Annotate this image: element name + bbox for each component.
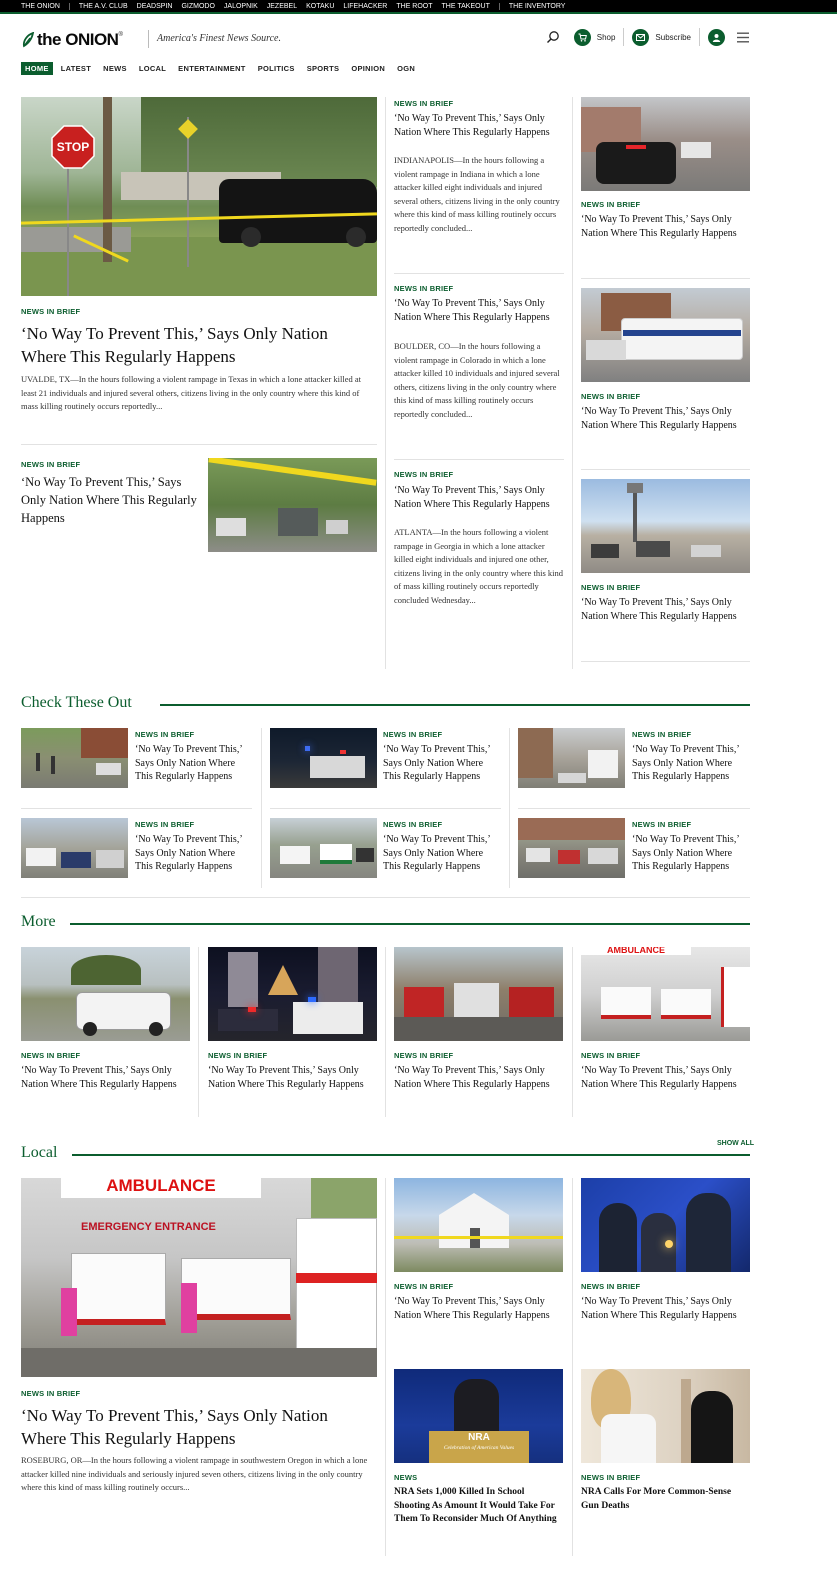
divider xyxy=(499,3,500,10)
divider xyxy=(699,28,700,46)
emergency-entrance-text: EMERGENCY ENTRANCE xyxy=(81,1221,216,1233)
divider xyxy=(21,897,750,898)
story-headline[interactable]: ‘No Way To Prevent This,’ Says Only Nation Where This Regularly Happens xyxy=(581,597,737,622)
story-summary: ATLANTA—In the hours following a violent rampage in Georgia in which a lone attacker killed eight individuals and injured one other, citizens living in the only country where this kind of mass killing routinely occurs reportedly concluded Wednesday... xyxy=(394,527,564,605)
header-actions xyxy=(546,28,749,46)
show-all-link[interactable]: SHOW ALL xyxy=(713,1140,754,1147)
local-hero-summary: ROSEBURG, OR—In the hours following a violent rampage in southwestern Oregon in which a lone attacker killed nine individuals and seriously injured seven others, citizens living in the only country where this kind of mass killing routinely occurs... xyxy=(21,1455,368,1492)
column-divider xyxy=(572,1178,573,1556)
column-divider xyxy=(572,97,573,669)
network-link[interactable]: THE TAKEOUT xyxy=(441,2,490,10)
hero-image[interactable] xyxy=(21,97,377,296)
shop-button[interactable] xyxy=(574,29,616,46)
nav-item-opinion[interactable]: OPINION xyxy=(351,64,386,73)
story-image[interactable] xyxy=(518,728,625,788)
story-headline[interactable]: ‘No Way To Prevent This,’ Says Only Nation Where This Regularly Happens xyxy=(394,113,550,138)
network-link[interactable]: THE INVENTORY xyxy=(508,2,566,10)
network-link[interactable]: THE ROOT xyxy=(396,2,433,10)
column-divider xyxy=(385,947,386,1117)
story-kicker[interactable]: NEWS IN BRIEF xyxy=(208,1051,268,1060)
nav-item-entertainment[interactable]: ENTERTAINMENT xyxy=(178,64,246,73)
story-headline[interactable]: ‘No Way To Prevent This,’ Says Only Nation Where This Regularly Happens xyxy=(21,1065,177,1090)
nav-item-home[interactable]: HOME xyxy=(21,62,53,75)
shop-label: Shop xyxy=(596,32,616,42)
site-logo[interactable] xyxy=(21,30,123,50)
section-title-local[interactable]: Local xyxy=(21,1144,65,1162)
story-image[interactable] xyxy=(581,288,750,382)
story-headline[interactable]: ‘No Way To Prevent This,’ Says Only Nation Where This Regularly Happens xyxy=(135,744,242,782)
column-divider xyxy=(261,728,262,888)
network-link[interactable]: LIFEHACKER xyxy=(343,2,388,10)
story-image[interactable] xyxy=(518,818,625,878)
ambulance-sign-text: AMBULANCE xyxy=(106,1178,216,1195)
story-summary: BOULDER, CO—In the hours following a violent rampage in Colorado in which a lone attacker killed 10 individuals and injured several others, citizens living in the only country where this kind of mass killing routinely occurs reportedly concluded... xyxy=(394,341,560,419)
nav-item-sports[interactable]: SPORTS xyxy=(306,64,340,73)
divider xyxy=(581,661,750,662)
nav-item-local[interactable]: LOCAL xyxy=(138,64,167,73)
story-kicker[interactable]: NEWS IN BRIEF xyxy=(581,392,641,401)
story-headline[interactable]: ‘No Way To Prevent This,’ Says Only Nation Where This Regularly Happens xyxy=(581,406,737,431)
story-kicker[interactable]: NEWS IN BRIEF xyxy=(632,820,692,829)
story-image[interactable] xyxy=(21,947,190,1041)
nav-item-news[interactable]: NEWS xyxy=(103,64,127,73)
column-divider xyxy=(385,97,386,669)
stop-sign-text: STOP xyxy=(56,140,90,154)
logo-wordmark: the ONION xyxy=(37,30,119,49)
story-kicker[interactable]: NEWS IN BRIEF xyxy=(21,1051,81,1060)
nav-item-politics[interactable]: POLITICS xyxy=(257,64,295,73)
story-kicker[interactable]: NEWS IN BRIEF xyxy=(383,820,443,829)
story-image[interactable] xyxy=(581,947,750,1041)
story-headline[interactable]: ‘No Way To Prevent This,’ Says Only Nation Where This Regularly Happens xyxy=(581,1296,737,1321)
hero-summary: UVALDE, TX—In the hours following a violent rampage in Texas in which a lone attacker killed at least 21 individuals and injured several others, citizens living in the only country where this kind of mass killing routinely occurs reportedly... xyxy=(21,374,362,411)
nra-logo-text: NRA xyxy=(468,1432,490,1443)
story-headline[interactable]: ‘No Way To Prevent This,’ Says Only Nation Where This Regularly Happens xyxy=(394,1065,550,1090)
story-image[interactable] xyxy=(581,97,750,191)
story-kicker[interactable]: NEWS IN BRIEF xyxy=(394,1051,454,1060)
story-kicker[interactable]: NEWS IN BRIEF xyxy=(394,470,454,479)
story-headline[interactable]: ‘No Way To Prevent This,’ Says Only Nation Where This Regularly Happens xyxy=(394,1296,550,1321)
divider xyxy=(518,808,750,809)
story-summary: INDIANAPOLIS—In the hours following a violent rampage in Indiana in which a lone attacker killed eight individuals and injured several others, citizens living in the only country where this kind of mass killing routinely occurs reportedly concluded... xyxy=(394,155,560,233)
story-kicker[interactable]: NEWS IN BRIEF xyxy=(581,1473,641,1482)
network-link[interactable]: THE ONION xyxy=(21,2,60,10)
ambulance-sign-text: AMBULANCE xyxy=(581,947,691,955)
story-kicker[interactable]: NEWS IN BRIEF xyxy=(581,1051,641,1060)
story-image[interactable] xyxy=(270,728,377,788)
story-kicker[interactable]: NEWS IN BRIEF xyxy=(581,583,641,592)
story-image[interactable] xyxy=(21,728,128,788)
nav-item-latest[interactable]: LATEST xyxy=(60,64,92,73)
section-rule xyxy=(70,923,750,925)
network-link[interactable]: JALOPNIK xyxy=(223,2,258,10)
local-hero-image[interactable] xyxy=(21,1178,377,1377)
story-kicker[interactable]: NEWS IN BRIEF xyxy=(383,730,443,739)
story-headline[interactable]: ‘No Way To Prevent This,’ Says Only Nation Where This Regularly Happens xyxy=(383,834,490,872)
network-bar xyxy=(0,0,837,12)
story-headline[interactable]: ‘No Way To Prevent This,’ Says Only Nation Where This Regularly Happens xyxy=(581,1065,737,1090)
site-tagline: America's Finest News Source. xyxy=(148,30,281,48)
story-headline[interactable]: ‘No Way To Prevent This,’ Says Only Nation Where This Regularly Happens xyxy=(632,744,739,782)
section-title-check-these-out[interactable]: Check These Out xyxy=(21,694,140,712)
subscribe-label: Subscribe xyxy=(655,32,691,42)
story-image[interactable] xyxy=(208,458,377,552)
divider xyxy=(623,28,624,46)
search-icon[interactable] xyxy=(546,30,560,44)
story-kicker[interactable]: NEWS IN BRIEF xyxy=(135,730,195,739)
story-kicker[interactable]: NEWS IN BRIEF xyxy=(21,1389,81,1398)
story-image[interactable] xyxy=(208,947,377,1041)
story-kicker[interactable]: NEWS IN BRIEF xyxy=(581,1282,641,1291)
story-headline[interactable]: ‘No Way To Prevent This,’ Says Only Nation Where This Regularly Happens xyxy=(581,214,737,239)
column-divider xyxy=(198,947,199,1117)
story-image[interactable] xyxy=(394,1178,563,1272)
story-image[interactable] xyxy=(394,947,563,1041)
story-kicker[interactable]: NEWS IN BRIEF xyxy=(21,460,81,469)
story-image[interactable] xyxy=(581,1369,750,1463)
story-headline[interactable]: ‘No Way To Prevent This,’ Says Only Nation Where This Regularly Happens xyxy=(21,475,197,525)
story-kicker[interactable]: NEWS xyxy=(394,1473,418,1482)
local-hero-headline[interactable]: ‘No Way To Prevent This,’ Says Only Nation Where This Regularly Happens xyxy=(21,1406,328,1448)
divider xyxy=(21,444,377,445)
network-link[interactable]: KOTAKU xyxy=(306,2,335,10)
divider xyxy=(581,278,750,279)
logo-registered: ® xyxy=(118,32,123,38)
story-image[interactable] xyxy=(394,1369,563,1463)
story-kicker[interactable]: NEWS IN BRIEF xyxy=(135,820,195,829)
story-headline[interactable]: NRA Sets 1,000 Killed In School Shooting As Amount It Would Take For Them To Reconsider Much Of Anything xyxy=(394,1487,557,1524)
section-rule xyxy=(72,1154,750,1156)
story-kicker[interactable]: NEWS IN BRIEF xyxy=(581,200,641,209)
network-link[interactable]: GIZMODO xyxy=(181,2,215,10)
subscribe-button[interactable] xyxy=(632,29,691,46)
story-kicker[interactable]: NEWS IN BRIEF xyxy=(394,1282,454,1291)
divider xyxy=(394,273,564,274)
divider xyxy=(270,808,501,809)
story-headline[interactable]: ‘No Way To Prevent This,’ Says Only Nation Where This Regularly Happens xyxy=(135,834,242,872)
story-headline[interactable]: ‘No Way To Prevent This,’ Says Only Nation Where This Regularly Happens xyxy=(632,834,739,872)
network-link[interactable]: JEZEBEL xyxy=(266,2,298,10)
divider xyxy=(394,459,564,460)
nav-item-ogn[interactable]: OGN xyxy=(397,64,416,73)
column-divider xyxy=(385,1178,386,1556)
story-headline[interactable]: ‘No Way To Prevent This,’ Says Only Nation Where This Regularly Happens xyxy=(394,485,550,510)
onion-logo-icon xyxy=(21,32,35,48)
network-link[interactable]: DEADSPIN xyxy=(136,2,173,10)
story-headline[interactable]: ‘No Way To Prevent This,’ Says Only Nation Where This Regularly Happens xyxy=(394,298,550,323)
section-rule xyxy=(160,704,750,706)
section-nav xyxy=(21,62,427,75)
hero-headline[interactable]: ‘No Way To Prevent This,’ Says Only Nation Where This Regularly Happens xyxy=(21,324,328,366)
divider xyxy=(581,469,750,470)
story-image[interactable] xyxy=(581,479,750,573)
story-kicker[interactable]: NEWS IN BRIEF xyxy=(394,99,454,108)
divider xyxy=(21,808,252,809)
story-kicker[interactable]: NEWS IN BRIEF xyxy=(394,284,454,293)
column-divider xyxy=(572,947,573,1117)
section-title-more[interactable]: More xyxy=(21,913,64,931)
story-headline[interactable]: ‘No Way To Prevent This,’ Says Only Nation Where This Regularly Happens xyxy=(208,1065,364,1090)
account-icon[interactable] xyxy=(708,29,725,46)
column-divider xyxy=(509,728,510,888)
menu-icon[interactable] xyxy=(737,32,749,43)
story-image[interactable] xyxy=(270,818,377,878)
mail-icon xyxy=(632,29,649,46)
story-headline[interactable]: NRA Calls For More Common-Sense Gun Deaths xyxy=(581,1487,732,1511)
story-image[interactable] xyxy=(21,818,128,878)
story-headline[interactable]: ‘No Way To Prevent This,’ Says Only Nation Where This Regularly Happens xyxy=(383,744,490,782)
network-link[interactable]: THE A.V. CLUB xyxy=(78,2,128,10)
story-kicker[interactable]: NEWS IN BRIEF xyxy=(632,730,692,739)
cart-icon xyxy=(574,29,591,46)
site-header xyxy=(0,14,837,86)
nra-slogan-text: Celebration of American Values xyxy=(443,1445,515,1451)
story-image[interactable] xyxy=(581,1178,750,1272)
divider xyxy=(69,3,70,10)
hero-kicker[interactable]: NEWS IN BRIEF xyxy=(21,307,81,316)
